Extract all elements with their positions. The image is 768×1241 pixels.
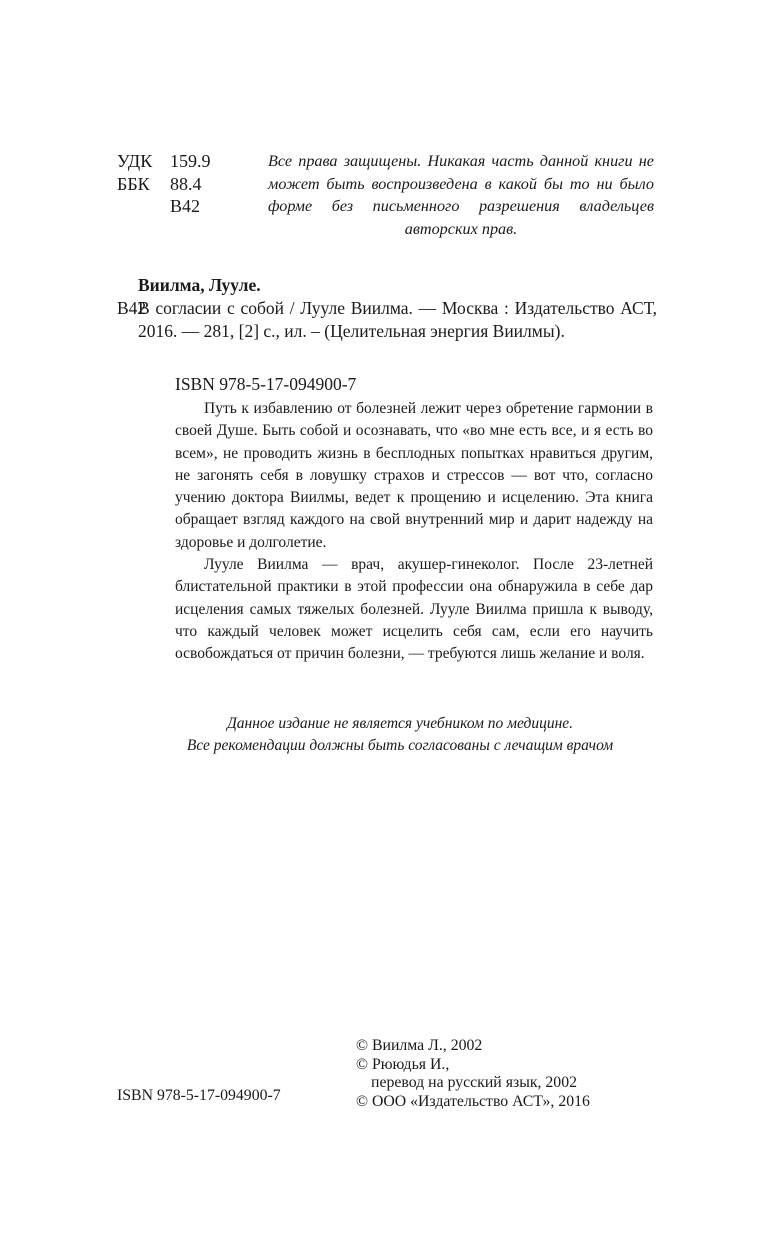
bbk-label: ББК <box>117 173 150 194</box>
copyright-block <box>356 1037 590 1111</box>
medical-disclaimer <box>140 713 660 757</box>
author-heading: Виилма, Лууле. <box>138 275 261 295</box>
author-mark-row <box>117 195 211 218</box>
bbk-code-row <box>117 173 211 196</box>
rights-notice-text: Все права защищены. Никакая часть данной книги не может быть воспроизведена в какой бы то ни было форме без письменного разрешения владельцев авторских прав. <box>268 152 654 238</box>
isbn-number: ISBN 978-5-17-094900-7 <box>175 374 357 394</box>
disclaimer-line: Все рекомендации должны быть согласованы с лечащим врачом <box>186 737 614 754</box>
bbk-value: 88.4 <box>170 173 202 194</box>
annotation <box>175 398 653 666</box>
rights-notice <box>268 150 654 240</box>
copyright-line: © Рююдья И., <box>356 1055 450 1073</box>
copyright-line: © Виилма Л., 2002 <box>356 1037 483 1054</box>
annotation-paragraph: Лууле Виилма — врач, акушер-гинеколог. После 23-летней блистательной практики в этой профессии она обнаружила в себе дар исцеления самых тяжелых болезней. Лууле Виилма пришла к выводу, что каждый человек может исцелить себя сам, если его научить освобождаться от причин болезни, — требуются лишь желание и воля. <box>175 556 653 663</box>
classification-codes <box>117 150 211 218</box>
bibliographic-entry <box>117 297 657 343</box>
disclaimer-line: Данное издание не является учебником по медицине. <box>226 715 574 732</box>
udk-value: 159.9 <box>170 151 211 171</box>
author-mark-label <box>117 195 170 218</box>
footer-isbn: ISBN 978-5-17-094900-7 <box>117 1087 281 1104</box>
author-code: В42 <box>117 298 147 318</box>
udk-label: УДК <box>117 151 153 171</box>
copyright-line: © ООО «Издательство АСТ», 2016 <box>356 1092 590 1110</box>
annotation-paragraph: Путь к избавлению от болезней лежит через обретение гармонии в своей Душе. Быть собой и осознавать, что «во мне есть все, и я есть во всем», не проводить жизнь в бесплодных попытках нравиться другим, не загонять себя в ловушку страхов и стрессов — вот что, согласно учению доктора Виилмы, ведет к прощению и исцелению. Эта книга обращает взгляд каждого на свой внутренний мир и дарит надежду на здоровье и долголетие. <box>175 400 653 551</box>
author-mark-value: В42 <box>170 196 201 216</box>
copyright-line: перевод на русский язык, 2002 <box>371 1074 577 1091</box>
bibliographic-entry-text: В согласии с собой / Лууле Виилма. — Москва : Издательство АСТ, 2016. — 281, [2] с., ил. – (Целительная энергия Виилмы). <box>138 298 657 341</box>
udk-code-row <box>117 150 211 173</box>
